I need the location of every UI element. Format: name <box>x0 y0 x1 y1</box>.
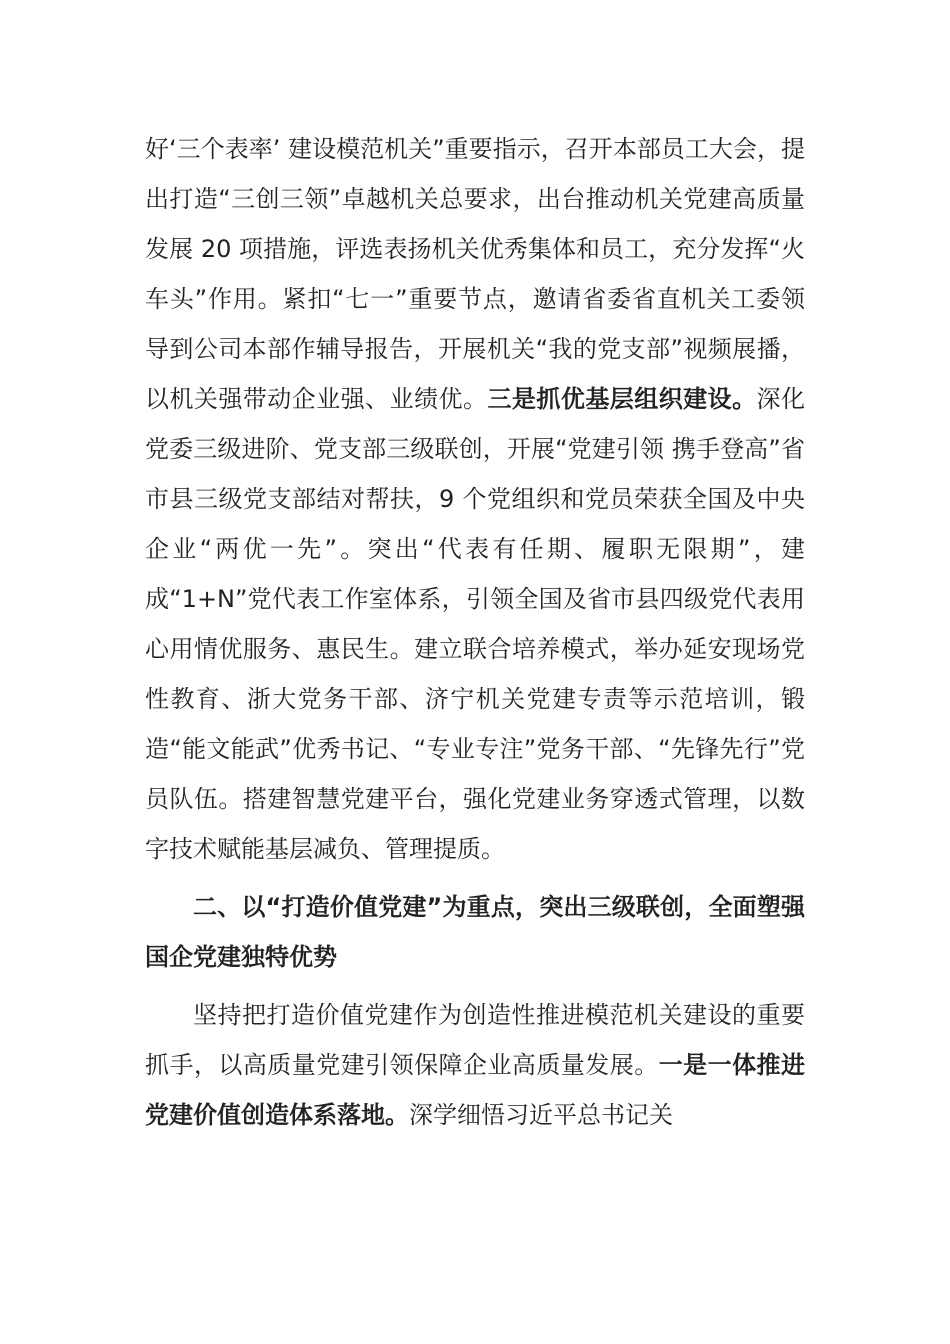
document-body <box>145 124 805 1140</box>
section-heading-two: 二、以“打造价值党建”为重点，突出三级联创，全面塑强国企党建独特优势 <box>145 893 805 971</box>
paragraph-section-two <box>145 990 805 1140</box>
paragraph-continued <box>145 124 805 874</box>
paragraph-text: 深学细悟习近平总书记关 <box>409 1101 673 1129</box>
paragraph-text: 好‘三个表率’ 建设模范机关”重要指示，召开本部员工大会，提出打造“三创三领”卓越机关总要求，出台推动机关党建高质量发展 20 项措施，评选表扬机关优秀集体和员工，充分发挥“火车头”作用。紧扣“七一”重要节点，邀请省委省直机关工委领导到公司本部作辅导报告，开展机关“我的党支部”视频展播，以机关强带动企业强、业绩优。 <box>145 135 805 413</box>
bold-point-one: 一是一体推进党建价值创造体系落地。 <box>145 1051 806 1129</box>
paragraph-text: 深化党委三级进阶、党支部三级联创，开展“党建引领 携手登高”省市县三级党支部结对帮扶，9 个党组织和党员荣获全国及中央企业“两优一先”。突出“代表有任期、履职无限期”，建成“1+N”党代表工作室体系，引领全国及省市县四级党代表用心用情优服务、惠民生。建立联合培养模式，举办延安现场党性教育、浙大党务干部、济宁机关党建专责等示范培训，锻造“能文能武”优秀书记、“专业专注”党务干部、“先锋先行”党员队伍。搭建智慧党建平台，强化党建业务穿透式管理，以数字技术赋能基层减负、管理提质。 <box>145 385 806 863</box>
bold-point-three: 三是抓优基层组织建设。 <box>487 385 757 413</box>
paragraph-text: 坚持把打造价值党建作为创造性推进模范机关建设的重要抓手，以高质量党建引领保障企业高质量发展。 <box>145 1001 805 1079</box>
